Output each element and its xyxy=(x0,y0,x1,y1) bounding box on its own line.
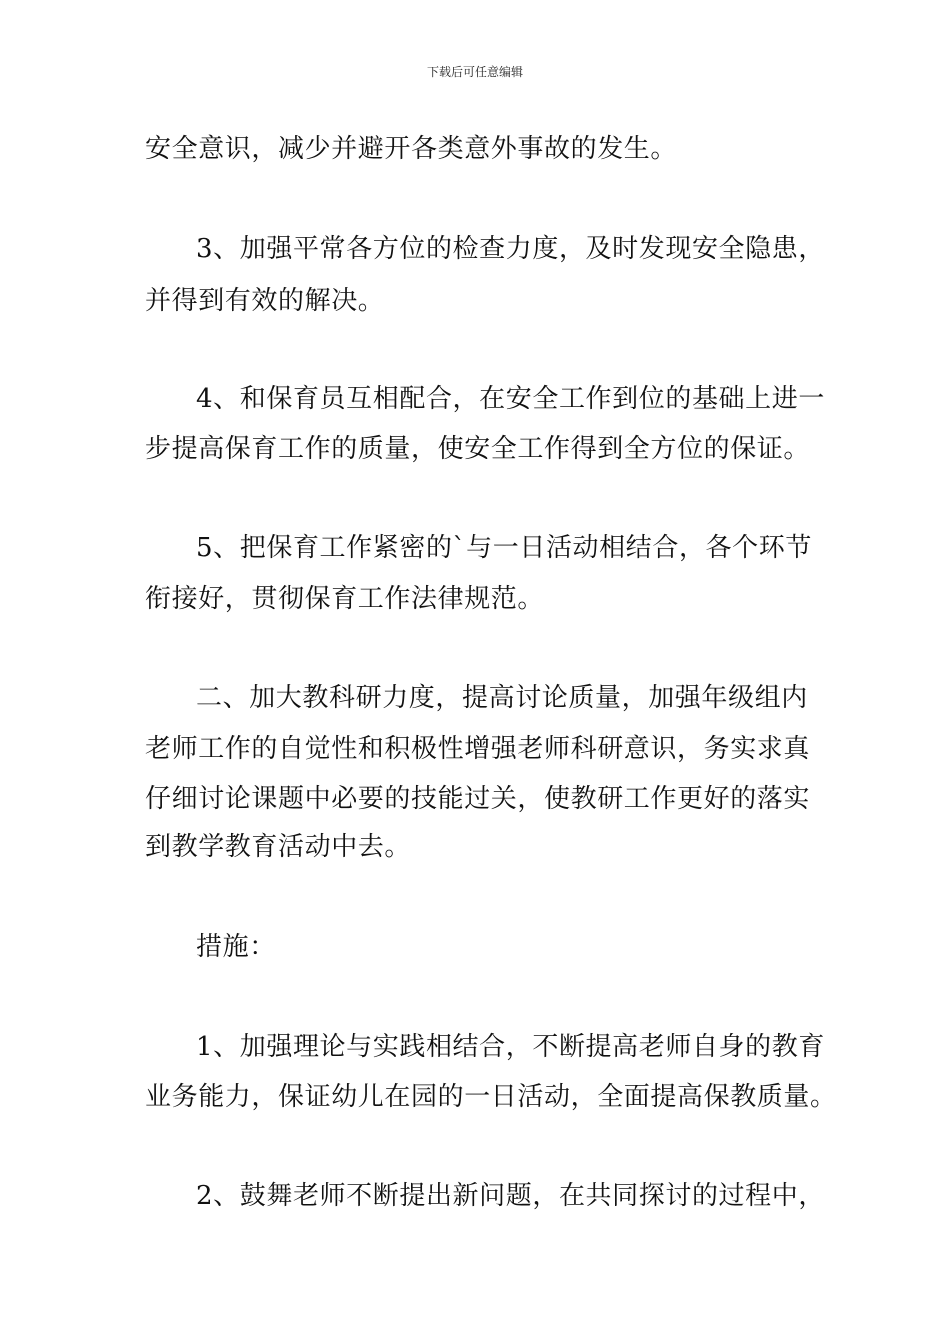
text-line: 业务能力，保证幼儿在园的一日活动，全面提高保教质量。 xyxy=(145,1082,837,1112)
text-line: 步提高保育工作的质量，使安全工作得到全方位的保证。 xyxy=(145,434,811,464)
text-line: 3、加强平常各方位的检查力度，及时发现安全隐患， xyxy=(196,234,825,264)
text-line: 5、把保育工作紧密的`与一日活动相结合，各个环节 xyxy=(196,533,812,563)
text-line: 2、鼓舞老师不断提出新问题，在共同探讨的过程中， xyxy=(196,1181,825,1211)
text-line: 1、加强理论与实践相结合，不断提高老师自身的教育 xyxy=(196,1032,825,1062)
text-line: 安全意识，减少并避开各类意外事故的发生。 xyxy=(145,134,678,164)
text-line: 老师工作的自觉性和积极性增强老师科研意识，务实求真 xyxy=(145,734,811,764)
text-line: 并得到有效的解决。 xyxy=(145,286,385,316)
text-line: 措施： xyxy=(196,932,276,962)
text-line: 二、加大教科研力度，提高讨论质量，加强年级组内 xyxy=(196,683,808,713)
text-line: 4、和保育员互相配合，在安全工作到位的基础上进一 xyxy=(196,384,825,414)
text-line: 到教学教育活动中去。 xyxy=(145,832,412,862)
text-line: 衔接好，贯彻保育工作法律规范。 xyxy=(145,584,545,614)
text-line: 仔细讨论课题中必要的技能过关，使教研工作更好的落实 xyxy=(145,784,811,814)
page-header: 下载后可任意编辑 xyxy=(426,65,523,79)
